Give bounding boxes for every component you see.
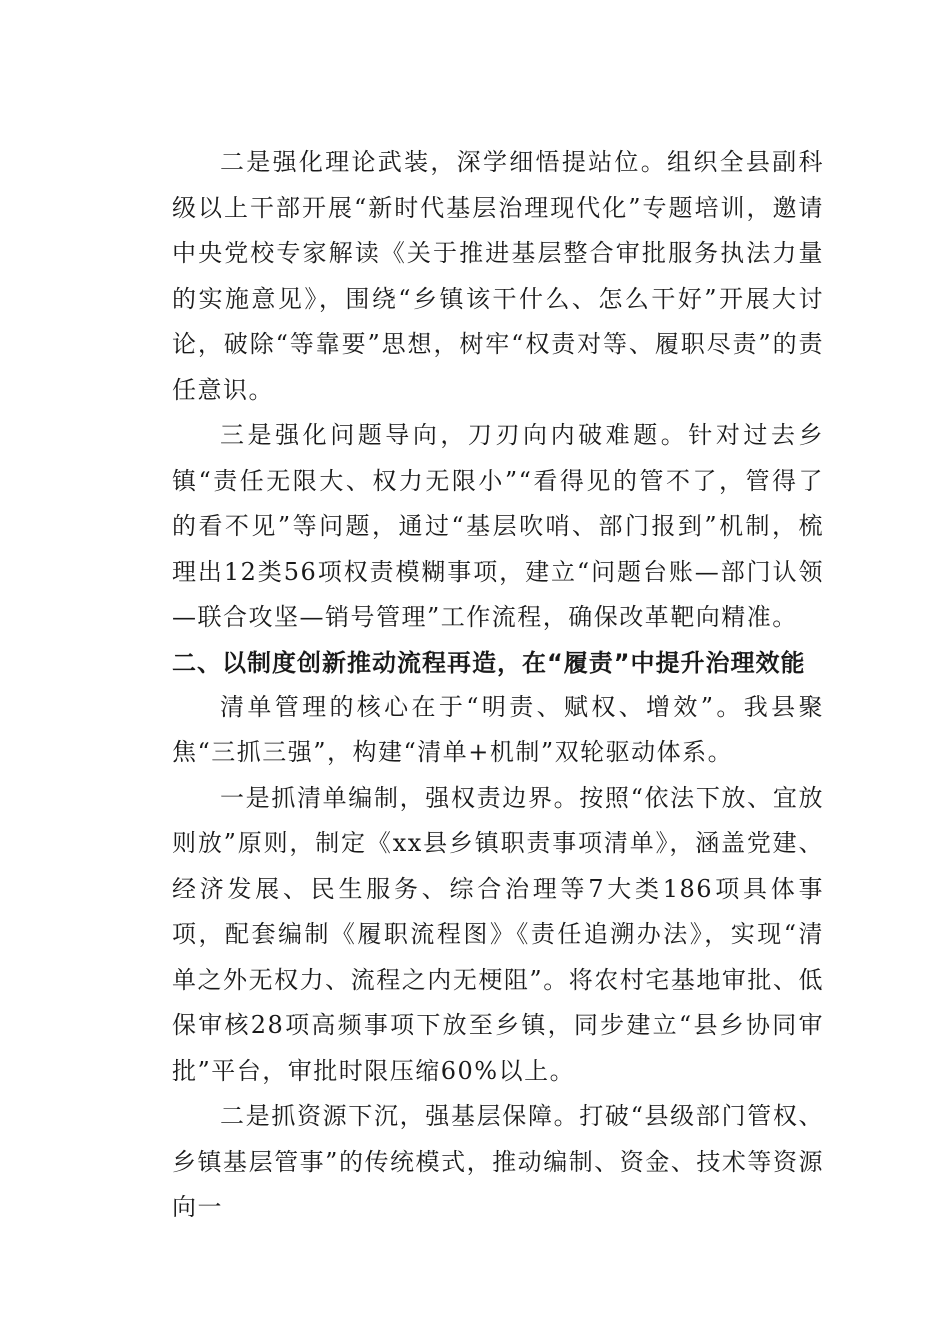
paragraph-list-management: 清单管理的核心在于“明责、赋权、增效”。我县聚焦“三抓三强”，构建“清单+机制”双轮驱动体系。	[172, 692, 824, 766]
section-heading: 二、以制度创新推动流程再造，在“履责”中提升治理效能	[172, 648, 806, 677]
paragraph-strengthen-theory: 二是强化理论武装，深学细悟提站位。组织全县副科级以上干部开展“新时代基层治理现代化”专题培训，邀请中央党校专家解读《关于推进基层整合审批服务执法力量的实施意见》，围绕“乡镇该干什么、怎么干好”开展大讨论，破除“等靠要”思想，树牢“权责对等、履职尽责”的责任意识。	[172, 148, 824, 404]
document-body	[172, 140, 824, 1231]
paragraph-problem-oriented: 三是强化问题导向，刀刃向内破难题。针对过去乡镇“责任无限大、权力无限小”“看得见的管不了，管得了的看不见”等问题，通过“基层吹哨、部门报到”机制，梳理出12类56项权责模糊事项，建立“问题台账—部门认领—联合攻坚—销号管理”工作流程，确保改革靶向精准。	[172, 421, 824, 631]
paragraph-resource-sinking: 二是抓资源下沉，强基层保障。打破“县级部门管权、乡镇基层管事”的传统模式，推动编制、资金、技术等资源向一	[172, 1102, 824, 1221]
paragraph-list-compilation: 一是抓清单编制，强权责边界。按照“依法下放、宜放则放”原则，制定《xx县乡镇职责事项清单》，涵盖党建、经济发展、民生服务、综合治理等7大类186项具体事项，配套编制《履职流程图》《责任追溯办法》，实现“清单之外无权力、流程之内无梗阻”。将农村宅基地审批、低保审核28项高频事项下放至乡镇，同步建立“县乡协同审批”平台，审批时限压缩60%以上。	[172, 783, 824, 1085]
